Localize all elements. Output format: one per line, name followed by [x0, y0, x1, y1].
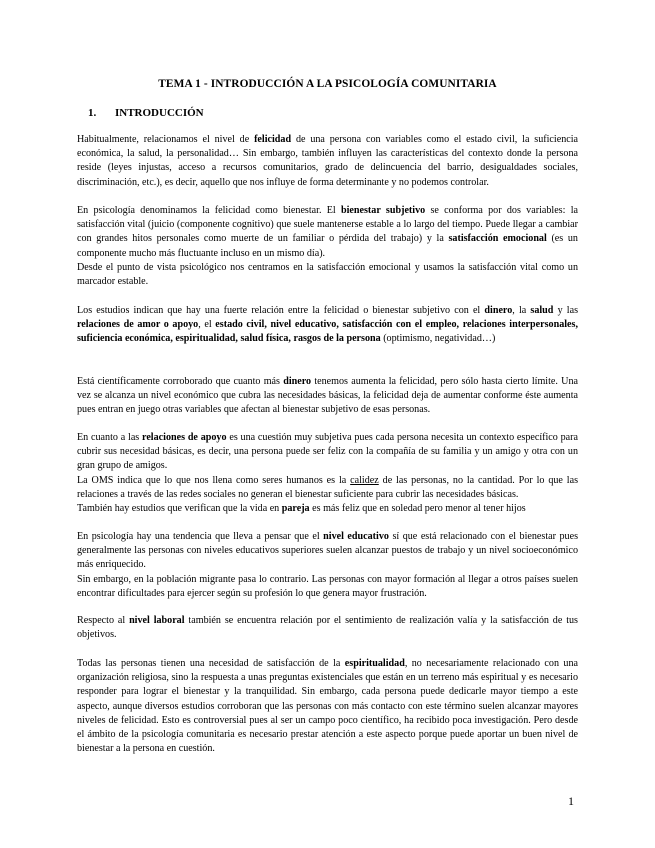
text-run: de las personas, no la cantidad. Por lo que las relaciones a través de las redes sociales no generan el bienestar suficiente para cubrir las necesidades básicas. [77, 474, 578, 500]
text-run: También hay estudios que verifican que la vida en [77, 503, 282, 515]
paragraph-nivel-educativo [77, 530, 578, 601]
bold-term: salud [530, 305, 554, 316]
text-run: Está científicamente corroborado que cuanto más [77, 376, 284, 387]
text-run: La OMS indica que lo que nos llena como seres humanos es la [77, 474, 351, 486]
text-run: de una persona con variables como el estado civil, la suficiencia económica, la salud, la personalidad… Sin embargo, también influyen las características del contexto donde la persona reside (leyes injustas, acceso a recursos comunitarios, grado de delincuencia del barrio, desigualdades sociales, discriminación, etc.), es decir, aquello que nos influye de forma determinante y no podemos controlar. [77, 134, 578, 188]
bold-term: felicidad [254, 134, 292, 145]
underlined-term: calidez [350, 474, 379, 486]
paragraph-relaciones-apoyo [77, 431, 578, 516]
text-run: Habitualmente, relacionamos el nivel de [77, 134, 255, 145]
text-run: Respecto al [77, 615, 130, 626]
paragraph-estudios [77, 304, 578, 347]
text-run: sí que está relacionado con el bienestar pues generalmente las personas con niveles educativos superiores suelen alcanzar puestos de trabajo y un nivel socioeconómico más enriquecido. [77, 531, 578, 571]
text-run: , la [512, 305, 531, 316]
bold-term: espiritualidad [344, 658, 405, 669]
text-run: Los estudios indican que hay una fuerte relación entre la felicidad o bienestar subjetivo con el [77, 305, 485, 316]
paragraph-nivel-laboral [77, 614, 578, 642]
paragraph-dinero [77, 375, 578, 418]
text-run: (optimismo, negatividad…) [380, 333, 496, 345]
text-run: y las [553, 305, 579, 316]
text-run: tenemos aumenta la felicidad, pero sólo hasta cierto límite. Una vez se alcanza un nivel económico que cubra las necesidades básicas, la felicidad deja de aumentar conforme éste aumenta pues entran en juego otras variables que afectan al bienestar subjetivo de esas personas. [77, 376, 578, 416]
paragraph-felicidad [77, 133, 578, 190]
text-run: es una cuestión muy subjetiva pues cada persona necesita un contexto específico para cubrir sus necesidad básicas, es decir, una persona puede ser feliz con la compañía de su familia y un amigo y otra con un gran grupo de amigos. [77, 432, 579, 472]
bold-term: relaciones de amor o apoyo [77, 319, 199, 331]
text-run: Desde el punto de vista psicológico nos centramos en la satisfacción emocional y usamos la satisfacción vital como un marcador estable. [77, 261, 578, 288]
bold-term: pareja [281, 503, 310, 515]
section-title: INTRODUCCIÓN [115, 107, 204, 119]
text-run: Todas las personas tienen una necesidad de satisfacción de la [77, 658, 345, 669]
text-run: también se encuentra relación por el sentimiento de realización valía y la satisfacción de tus objetivos. [77, 615, 578, 641]
text-run: , el [198, 319, 216, 331]
bold-term: relaciones de apoyo [142, 432, 227, 443]
bold-term: bienestar subjetivo [341, 205, 426, 216]
bold-term: estado civil, nivel educativo, satisfacción con el empleo, relaciones interpersonales, suficiencia económica, espiritualidad, salud física, rasgos de la persona [77, 319, 578, 345]
bold-term: dinero [283, 376, 312, 387]
section-number: 1. [88, 107, 97, 119]
text-run: , no necesariamente relacionado con una organización religiosa, sino la respuesta a unas preguntas existenciales que están en un terreno más espiritual y es necesario responder para lograr el bienestar y la tranquilidad. Sin embargo, cada persona puede dedicarle mayor tiempo a este aspecto, aunque diversos estudios corroboran que las personas con más contacto con este término suelen alcanzar mayores niveles de felicidad. Esto es controversial pues al ser un campo poco científico, ha recibido poca investigación. Pero desde el ámbito de la psicología comunitaria es necesario prestar atención a este aspecto porque puede aportar un buen nivel de bienestar a la persona en cuestión. [77, 658, 578, 755]
document-title: TEMA 1 - INTRODUCCIÓN A LA PSICOLOGÍA COMUNITARIA [158, 78, 497, 90]
text-run: En psicología hay una tendencia que lleva a pensar que el [77, 531, 324, 542]
paragraph-espiritualidad [77, 657, 578, 756]
bold-term: satisfacción emocional [448, 233, 547, 245]
text-run: En cuanto a las [77, 432, 143, 443]
text-run: (es un componente mucho más fluctuante incluso en un mismo día). [77, 233, 578, 259]
text-run: En psicología denominamos la felicidad como bienestar. El [77, 205, 342, 216]
text-run: Sin embargo, en la población migrante pasa lo contrario. Las personas con mayor formación al llegar a otros países suelen encontrar dificultades para ejercer según su profesión lo que genera mayor frustración. [77, 573, 578, 599]
bold-term: nivel laboral [129, 615, 185, 626]
bold-term: dinero [484, 305, 513, 316]
text-run: es más feliz que en soledad pero menor al tener hijos [309, 503, 526, 515]
section-heading [88, 106, 204, 121]
text-run: se conforma por dos variables: la satisfacción vital (juicio (componente cognitivo) que suele mantenerse estable a lo largo del tiempo. Puede llegar a cambiar con grandes hitos personales como muerte de un familiar o pérdida del trabajo) y la [77, 205, 578, 245]
bold-term: nivel educativo [323, 531, 389, 542]
page-number: 1 [568, 794, 574, 808]
paragraph-bienestar-subjetivo [77, 204, 578, 289]
